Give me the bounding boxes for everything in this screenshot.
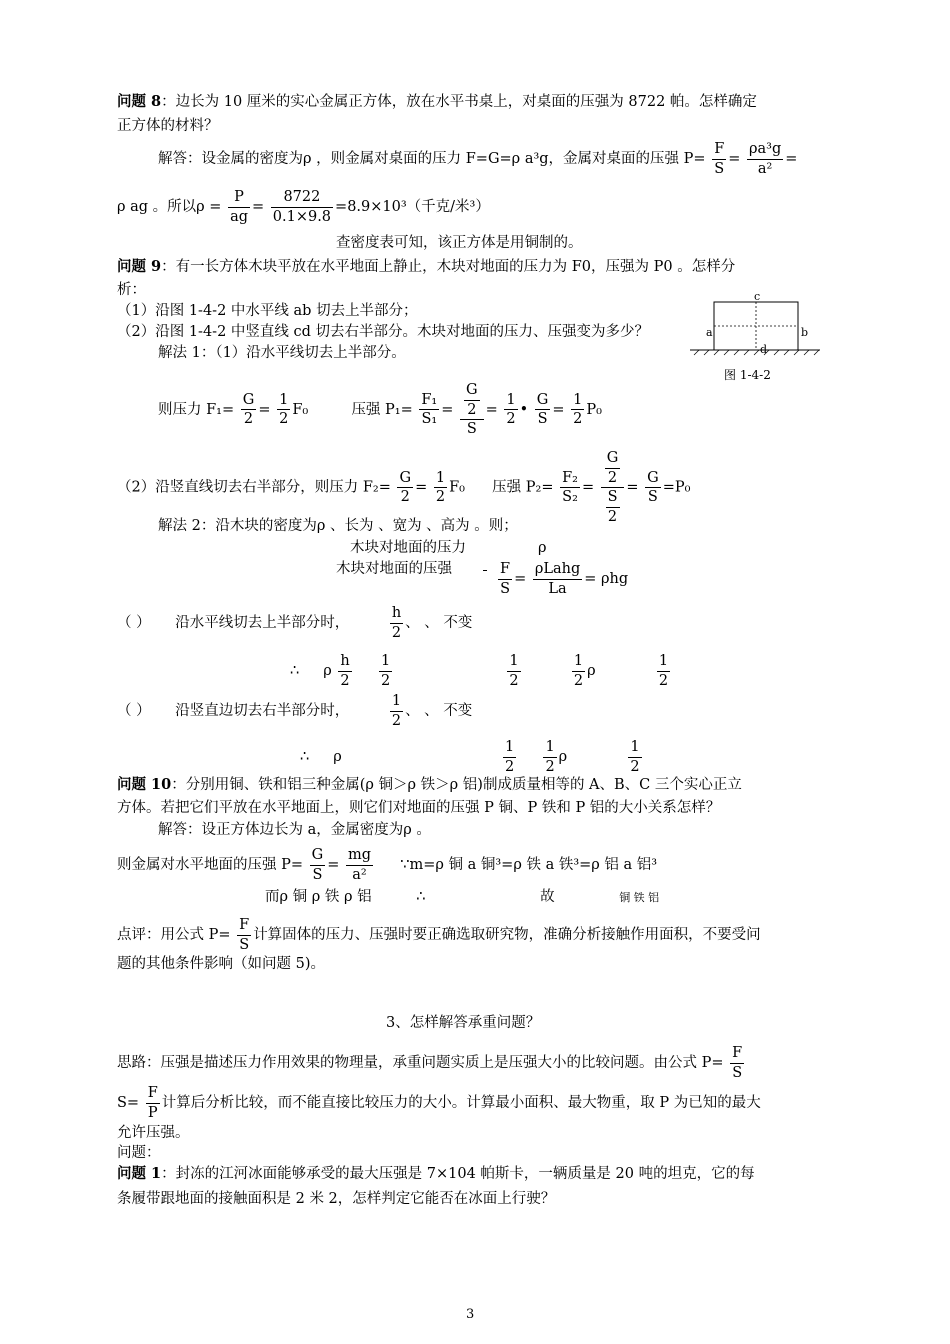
- page-number: 3: [466, 1307, 475, 1322]
- q9-item2: （2）沿图 1-4-2 中竖直线 cd 切去右半部分。木块对地面的压力、压强变为多少？: [117, 324, 650, 340]
- q8-solution: 解答：设金属的密度为ρ ，则金属对桌面的压力 F=G=ρ a³g，金属对桌面的压强 P= $\frac{F}{S}$ = $\frac{\text{ρa³g}}{\text{a²}}$ =: [158, 141, 798, 177]
- q9-method2: 解法 2：沿木块的密度为ρ 、长为 、宽为 、高为 。则；: [158, 518, 518, 534]
- q10-pressure: 则金属对水平地面的压强 P= $\frac{G}{S}$ = $\frac{mg}{\text{a²}}$ ∵m=ρ 铜 a 铜³=ρ 铁 a 铁³=ρ 铝 a 铝³: [117, 847, 658, 883]
- q10-line2: 方体。若把它们平放在水平地面上，则它们对地面的压强 P 铜、P 铁和 P 铝的大小关系怎样？: [117, 800, 721, 816]
- q9-m2-force: 木块对地面的压力 ρ: [350, 540, 547, 556]
- q9-line2: 析：: [117, 282, 146, 298]
- q9-case1: （ ） 沿水平线切去上半部分时， $\frac{h}{2}$ 、 、 不变: [117, 605, 473, 641]
- sec3-questions: 问题：: [117, 1145, 161, 1161]
- q9-item1: （1）沿图 1-4-2 中水平线 ab 切去上半部分；: [117, 303, 418, 319]
- q8-line2: 正方体的材料？: [117, 118, 219, 134]
- figure-1-4-2: [690, 290, 820, 390]
- fig-label-c: c: [754, 290, 761, 303]
- sec3-idea-line1: 思路：压强是描述压力作用效果的物理量，承重问题实质上是压强大小的比较问题。由公式 P= $\frac{F}{S}$: [117, 1045, 743, 1081]
- q9-case1-result: ∴ ρ $\frac{h}{2}$ $\frac{1}{2}$ $\frac{1}{2}$ $\frac{1}{2}$ ρ $\frac{1}{2}$: [290, 653, 669, 689]
- fig-label-d: d: [760, 343, 768, 356]
- q9-case2: （ ） 沿竖直边切去右半部分时， $\frac{1}{2}$ 、 、 不变: [117, 693, 473, 729]
- fig-caption: 图 1-4-2: [724, 368, 771, 382]
- sec3-idea-line2: S= $\frac{F}{P}$ 计算后分析比较，而不能直接比较压力的大小。计算最小面积、最大物重，取 P 为已知的最大: [117, 1085, 761, 1121]
- fig-label-b: b: [801, 326, 809, 339]
- q9-method1: 解法 1：（1）沿水平线切去上半部分。: [158, 345, 406, 361]
- q8-line1: 问题 8：边长为 10 厘米的实心金属正方体，放在水平书桌上，对桌面的压强为 8722 帕。怎样确定: [117, 93, 757, 110]
- q10-solution: 解答：设正方体边长为 a，金属密度为ρ 。: [158, 822, 431, 838]
- fig-label-a: a: [706, 326, 713, 339]
- sec3-idea-line3: 允许压强。: [117, 1125, 190, 1141]
- q8-density-calc: ρ ag 。所以ρ = $\frac{P}{ag}$ = $\frac{8722}{0.1\times 9.8}$ =8.9×10³（千克/米³）: [117, 189, 490, 225]
- q9-m2-formula: $\frac{F}{S}$ = $\frac{\text{ρLahg}}{La}$ = ρhg: [500, 561, 629, 597]
- q9-case2-result: ∴ ρ $\frac{1}{2}$ $\frac{1}{2}$ ρ $\frac{1}{2}$: [300, 739, 640, 775]
- sec3-q1-line2: 条履带跟地面的接触面积是 2 米 2，怎样判定它能否在冰面上行驶？: [117, 1191, 556, 1207]
- comment-line2: 题的其他条件影响（如问题 5)。: [117, 956, 325, 972]
- comment-line1: 点评：用公式 P= $\frac{F}{S}$ 计算固体的压力、压强时要正确选取研究物，准确分析接触作用面积，不要受问: [117, 917, 761, 953]
- q9-line1: 问题 9：有一长方体木块平放在水平地面上静止，木块对地面的压力为 F0，压强为 P0 。怎样分: [117, 258, 736, 275]
- q9-m2-pressure: 木块对地面的压强: [336, 562, 489, 577]
- q10-line1: 问题 10：分别用铜、铁和铝三种金属(ρ 铜＞ρ 铁＞ρ 铝)制成质量相等的 A、B、C 三个实心正立: [117, 776, 742, 793]
- q9-m1-row1: 则压力 F₁= $\frac{G}{2}$ = $\frac{1}{2}$ F₀ 压强 P₁= $\frac{\text{F₁}}{\text{S₁}}$ = $\frac{\frac{G}{2}}{S}$ = $\frac{1}{2}$ • $\frac{G}{S}$ = $\frac{1}{2}$ P₀: [158, 382, 602, 437]
- q8-conclusion: 查密度表可知，该正方体是用铜制的。: [336, 235, 583, 251]
- sec3-q1-line1: 问题 1：封冻的江河冰面能够承受的最大压强是 7×104 帕斯卡，一辆质量是 20 吨的坦克，它的每: [117, 1165, 755, 1182]
- q10-compare: 而ρ 铜 ρ 铁 ρ 铝 ∴ 故 铜 铁 铝: [265, 889, 660, 905]
- q9-m1-row2: （2）沿竖直线切去右半部分，则压力 F₂= $\frac{G}{2}$ = $\frac{1}{2}$ F₀ 压强 P₂= $\frac{\text{F₂}}{\text{S₂}}$ = $\frac{\frac{G}{2}}{\frac{S}{2}}$ = $\frac{G}{S}$ =P₀: [117, 450, 691, 525]
- section-heading: 3、怎样解答承重问题？: [386, 1015, 541, 1031]
